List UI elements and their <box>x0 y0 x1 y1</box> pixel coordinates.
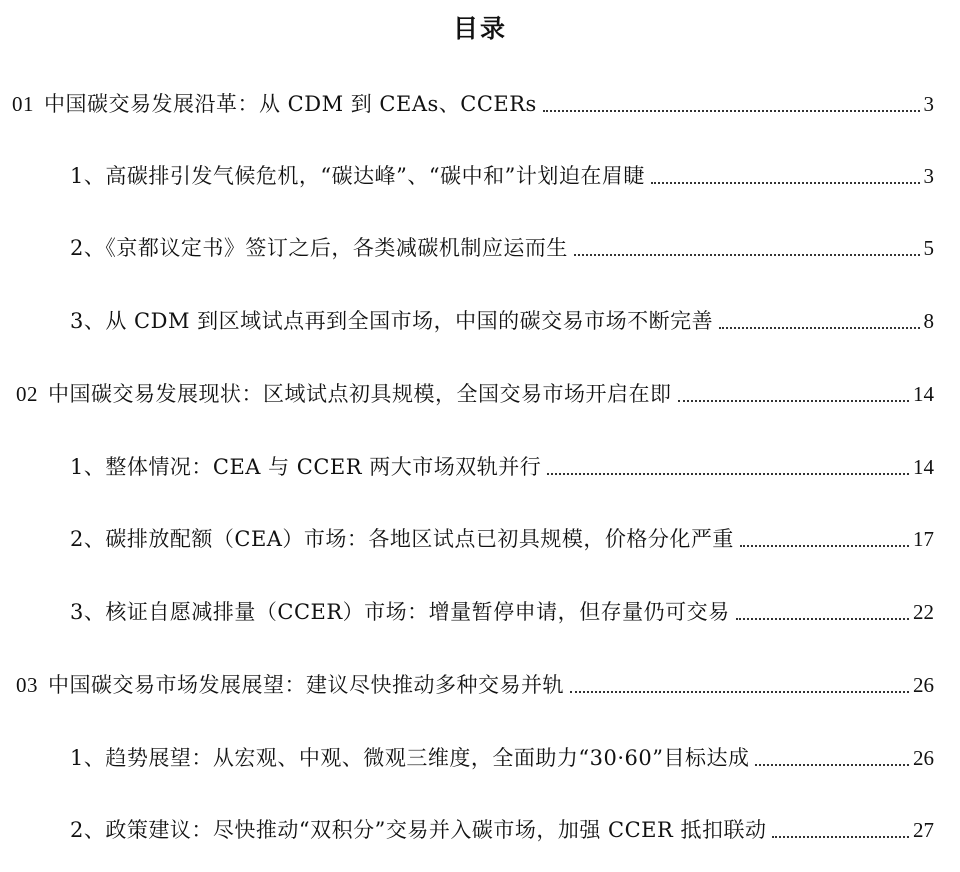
toc-section-01-2[interactable] <box>70 231 934 265</box>
toc-section-01-3[interactable] <box>70 304 934 338</box>
chapter-number: 01 <box>12 92 34 116</box>
page-number: 5 <box>923 236 934 260</box>
section-number: 1、 <box>70 164 106 188</box>
section-number: 1、 <box>70 455 106 479</box>
leader-dots <box>740 545 909 547</box>
toc-section-02-3[interactable] <box>70 595 934 629</box>
toc-section-02-2[interactable] <box>70 522 934 556</box>
toc-section-01-1[interactable] <box>70 159 934 193</box>
section-title: 整体情况：CEA 与 CCER 两大市场双轨并行 <box>105 455 542 479</box>
section-number: 2、 <box>70 236 106 260</box>
section-title: 从 CDM 到区域试点再到全国市场，中国的碳交易市场不断完善 <box>105 309 714 333</box>
toc-section-02-1[interactable] <box>70 450 934 484</box>
toc-chapter-01[interactable] <box>12 87 934 121</box>
toc-section-03-2[interactable] <box>70 813 934 847</box>
section-number: 3、 <box>70 309 106 333</box>
toc-section-03-1[interactable] <box>70 741 934 775</box>
page-number: 14 <box>913 382 934 406</box>
leader-dots <box>772 836 909 838</box>
leader-dots <box>651 182 920 184</box>
chapter-title: 中国碳交易市场发展展望：建议尽快推动多种交易并轨 <box>48 673 564 697</box>
page-number: 3 <box>923 164 934 188</box>
section-title: 政策建议：尽快推动“双积分”交易并入碳市场，加强 CCER 抵扣联动 <box>105 818 767 842</box>
page-number: 27 <box>913 818 934 842</box>
page-number: 14 <box>913 455 934 479</box>
section-number: 2、 <box>70 818 106 842</box>
toc-title: 目录 <box>452 14 507 43</box>
section-title: 《京都议定书》签订之后，各类减碳机制应运而生 <box>105 236 568 260</box>
page-number: 22 <box>913 600 934 624</box>
section-title: 核证自愿减排量（CCER）市场：增量暂停申请，但存量仍可交易 <box>105 600 730 624</box>
chapter-number: 03 <box>16 673 38 697</box>
section-number: 2、 <box>70 527 106 551</box>
section-number: 3、 <box>70 600 106 624</box>
chapter-title: 中国碳交易发展沿革：从 CDM 到 CEAs、CCERs <box>44 92 537 116</box>
page-number: 3 <box>923 92 934 116</box>
page-number: 26 <box>913 673 934 697</box>
page-number: 17 <box>913 527 934 551</box>
chapter-title: 中国碳交易发展现状：区域试点初具规模，全国交易市场开启在即 <box>48 382 672 406</box>
chapter-number: 02 <box>16 382 38 406</box>
leader-dots <box>755 764 909 766</box>
leader-dots <box>547 473 909 475</box>
page-number: 8 <box>923 309 934 333</box>
toc-chapter-02[interactable] <box>16 377 934 411</box>
leader-dots <box>678 400 910 402</box>
section-title: 趋势展望：从宏观、中观、微观三维度，全面助力“30·60”目标达成 <box>105 746 750 770</box>
page-number: 26 <box>913 746 934 770</box>
section-number: 1、 <box>70 746 106 770</box>
leader-dots <box>574 254 920 256</box>
leader-dots <box>736 618 909 620</box>
leader-dots <box>719 327 919 329</box>
leader-dots <box>543 110 920 112</box>
section-title: 碳排放配额（CEA）市场：各地区试点已初具规模，价格分化严重 <box>105 527 734 551</box>
leader-dots <box>570 691 909 693</box>
toc-chapter-03[interactable] <box>16 668 934 702</box>
section-title: 高碳排引发气候危机，“碳达峰”、“碳中和”计划迫在眉睫 <box>105 164 645 188</box>
